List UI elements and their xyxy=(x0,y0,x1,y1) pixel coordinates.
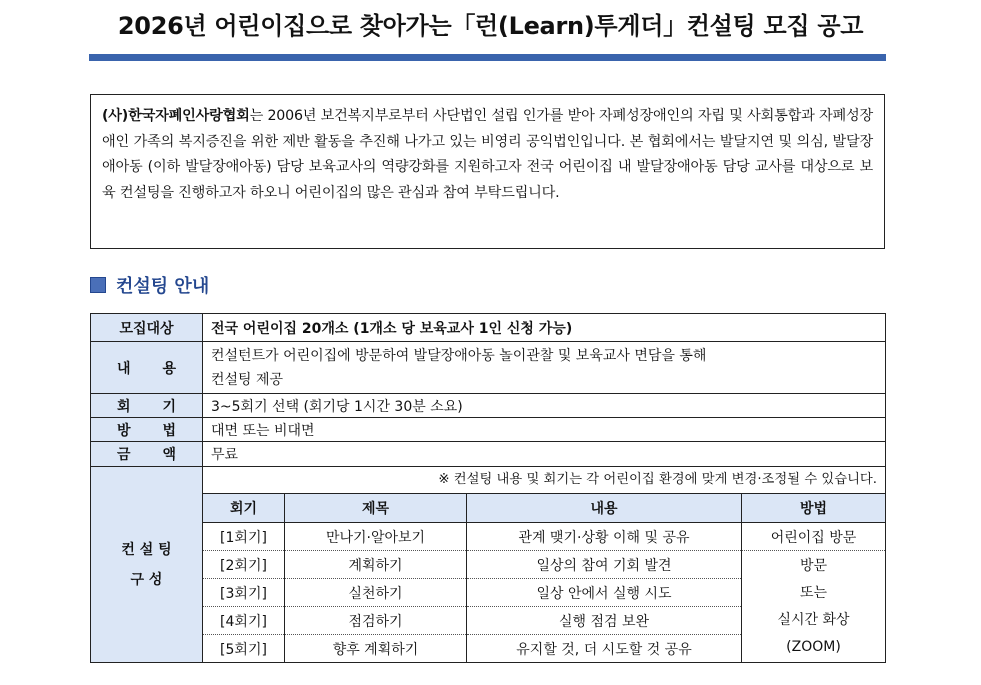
session-method-merged: 방문 또는 실시간 화상 (ZOOM) xyxy=(742,551,886,663)
value-target: 전국 어린이집 20개소 (1개소 당 보육교사 1인 신청 가능) xyxy=(203,314,886,342)
session-method: 어린이집 방문 xyxy=(742,523,886,551)
composition-note: ※ 컨설팅 내용 및 회기는 각 어린이집 환경에 맞게 변경·조정될 수 있습니다. xyxy=(203,467,885,494)
info-row-fee xyxy=(91,442,886,467)
label-composition: 컨 설 팅 구 성 xyxy=(91,467,203,663)
label-method: 방 법 xyxy=(91,418,203,442)
organization-name: (사)한국자폐인사랑협회 xyxy=(102,108,250,124)
page-title: 2026년 어린이집으로 찾아가는「런(Learn)투게더」컨설팅 모집 공고 xyxy=(117,12,864,40)
session-number: [4회기] xyxy=(203,607,285,635)
session-title: 계획하기 xyxy=(285,551,467,579)
info-row-method xyxy=(91,418,886,442)
section-title: 컨설팅 안내 xyxy=(116,276,210,297)
session-title: 점검하기 xyxy=(285,607,467,635)
value-fee: 무료 xyxy=(203,442,886,467)
session-title: 만나기·알아보기 xyxy=(285,523,467,551)
intro-text: 는 2006년 보건복지부로부터 사단법인 설립 인가를 받아 자폐성장애인의 자립 및 사회통합과 자폐성장애인 가족의 복지증진을 위한 제반 활동을 추진해 나가고 있는 비영리 공익법인입니다. 본 협회에서는 발달지연 및 의심, 발달장애아동 (이하 발달장애아동) 담당 보육교사의 역량강화를 지원하고자 전국 어린이집 내 발달장애아동 담당 교사를 대상으로 보육 컨설팅을 진행하고자 하오니 어린이집의 많은 관심과 참여 부탁드립니다. xyxy=(102,108,873,201)
session-content: 관계 맺기·상황 이해 및 공유 xyxy=(467,523,742,551)
session-number: [5회기] xyxy=(203,635,285,663)
label-sessions: 회 기 xyxy=(91,394,203,418)
info-row-composition xyxy=(91,467,886,663)
header-method: 방법 xyxy=(742,494,886,523)
table-row xyxy=(203,523,885,551)
table-row xyxy=(203,551,885,579)
title-underline xyxy=(89,54,886,61)
session-title: 실천하기 xyxy=(285,579,467,607)
value-sessions: 3~5회기 선택 (회기당 1시간 30분 소요) xyxy=(203,394,886,418)
section-heading xyxy=(90,272,209,298)
session-content: 실행 점검 보완 xyxy=(467,607,742,635)
value-content: 컨설턴트가 어린이집에 방문하여 발달장애아동 놀이관찰 및 보육교사 면담을 통해 컨설팅 제공 xyxy=(203,342,886,394)
header-title: 제목 xyxy=(285,494,467,523)
session-content: 유지할 것, 더 시도할 것 공유 xyxy=(467,635,742,663)
composition-cell xyxy=(203,467,886,663)
label-fee: 금 액 xyxy=(91,442,203,467)
consulting-info-table xyxy=(90,313,886,663)
session-table-header xyxy=(203,494,885,523)
square-bullet-icon xyxy=(90,277,106,293)
session-number: [2회기] xyxy=(203,551,285,579)
header-session: 회기 xyxy=(203,494,285,523)
session-number: [3회기] xyxy=(203,579,285,607)
session-content: 일상의 참여 기회 발견 xyxy=(467,551,742,579)
session-table xyxy=(203,494,885,662)
info-row-target xyxy=(91,314,886,342)
info-row-sessions xyxy=(91,394,886,418)
label-target: 모집대상 xyxy=(91,314,203,342)
value-method: 대면 또는 비대면 xyxy=(203,418,886,442)
session-number: [1회기] xyxy=(203,523,285,551)
session-title: 향후 계획하기 xyxy=(285,635,467,663)
session-content: 일상 안에서 실행 시도 xyxy=(467,579,742,607)
label-content: 내 용 xyxy=(91,342,203,394)
intro-box xyxy=(90,94,885,249)
info-row-content xyxy=(91,342,886,394)
header-content: 내용 xyxy=(467,494,742,523)
